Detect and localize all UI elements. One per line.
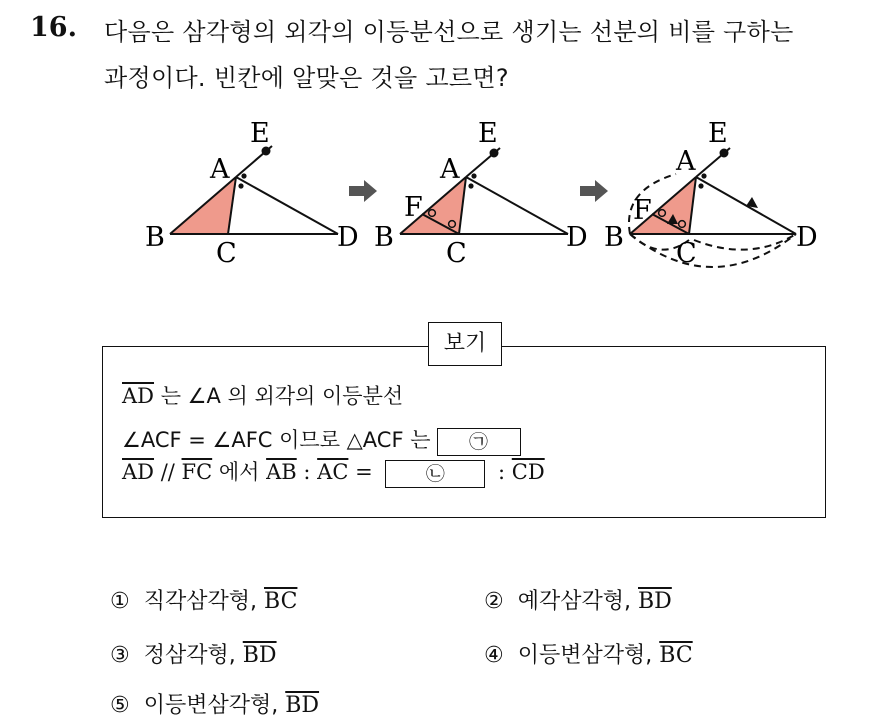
choice-4-number: ④ (484, 643, 504, 668)
colon-2: : (491, 460, 512, 484)
label-b-3: B (604, 222, 624, 253)
segment-ad-2: $\overline{AD}$ (122, 460, 155, 484)
label-e-3: E (708, 118, 728, 149)
segment-ad: $\overline{AD}$ (122, 384, 155, 408)
label-e-2: E (478, 118, 498, 149)
arc-bd-dashed (630, 234, 796, 267)
label-a-2: A (440, 154, 460, 185)
angle-mark-2a (471, 173, 476, 178)
point-e-3 (721, 150, 728, 157)
segment-ad-1 (236, 177, 338, 234)
choice-2-number: ② (484, 589, 504, 614)
arc-cd-dashed (694, 234, 796, 250)
choice-5[interactable] (110, 688, 319, 719)
label-d-3: D (796, 222, 818, 253)
choice-1-number: ① (110, 589, 130, 614)
segment-fc: $\overline{FC}$ (181, 460, 213, 484)
label-e-1: E (250, 118, 270, 149)
angle-mark-1b (238, 183, 243, 188)
arrow-right-icon-1 (349, 180, 377, 202)
segment-cd: $\overline{CD}$ (511, 460, 545, 484)
box-line-1 (122, 380, 403, 410)
label-f-3: F (633, 195, 652, 226)
choice-1[interactable] (110, 584, 297, 615)
choice-5-segment: $\overline{BD}$ (285, 693, 320, 718)
choice-2-text: 예각삼각형, (517, 589, 631, 614)
question-text-line-1: 다음은 삼각형의 외각의 이등분선으로 생기는 선분의 비를 구하는 (104, 18, 794, 46)
label-a-1: A (210, 154, 230, 185)
question-number: 16. (30, 12, 77, 43)
choice-3-segment: $\overline{BD}$ (242, 643, 277, 668)
segment-ab: $\overline{AB}$ (266, 460, 297, 484)
angle-mark-2b (468, 183, 473, 188)
choice-1-text: 직각삼각형, (143, 589, 257, 614)
choice-3[interactable] (110, 638, 277, 669)
figure-1 (170, 146, 338, 234)
question-text-line-2: 과정이다. 빈칸에 알맞은 것을 고르면? (104, 64, 509, 92)
segment-ad-3 (696, 177, 796, 234)
choice-3-text: 정삼각형, (143, 643, 236, 668)
label-b-1: B (145, 222, 165, 253)
angle-mark-3a (701, 173, 706, 178)
arrow-right-icon-2 (580, 180, 608, 202)
choice-3-number: ③ (110, 643, 130, 668)
angle-mark-1a (241, 173, 246, 178)
label-d-1: D (337, 222, 359, 253)
segment-ad-2 (466, 177, 568, 234)
choice-4-segment: $\overline{BC}$ (659, 643, 693, 668)
box-line-1-text: 는 ∠A 의 외각의 이등분선 (154, 384, 404, 408)
choice-2-segment: $\overline{BD}$ (638, 589, 672, 614)
equals-sign: = (348, 460, 380, 484)
blank-a: ㉠ (437, 428, 521, 456)
segment-ac: $\overline{AC}$ (317, 460, 349, 484)
choice-4-text: 이등변삼각형, (517, 643, 653, 668)
point-e-2 (491, 150, 498, 157)
label-c-3: C (676, 238, 697, 269)
colon-1: : (296, 460, 318, 484)
box-line-2 (122, 424, 521, 456)
angle-mark-3b (698, 183, 703, 188)
label-c-2: C (446, 238, 467, 269)
choice-4[interactable] (484, 638, 693, 669)
figure-2 (400, 148, 568, 234)
choice-5-text: 이등변삼각형, (143, 693, 279, 718)
box-line-3-mid: 에서 (212, 460, 267, 484)
choice-5-number: ⑤ (110, 693, 130, 718)
label-c-1: C (216, 238, 237, 269)
example-box-title: 보기 (428, 322, 502, 366)
blank-b: ㉡ (385, 460, 485, 488)
figure-3 (629, 148, 796, 267)
parallel-sign: // (154, 460, 182, 484)
triangle-figure (0, 0, 884, 300)
label-b-2: B (374, 222, 394, 253)
label-f-2: F (404, 192, 423, 223)
label-a-3: A (676, 146, 696, 177)
choice-1-segment: $\overline{BC}$ (264, 589, 298, 614)
choice-2[interactable] (484, 584, 672, 615)
box-line-2-text: ∠ACF = ∠AFC 이므로 △ACF 는 (122, 428, 431, 452)
box-line-3 (122, 456, 545, 488)
label-d-2: D (566, 222, 588, 253)
